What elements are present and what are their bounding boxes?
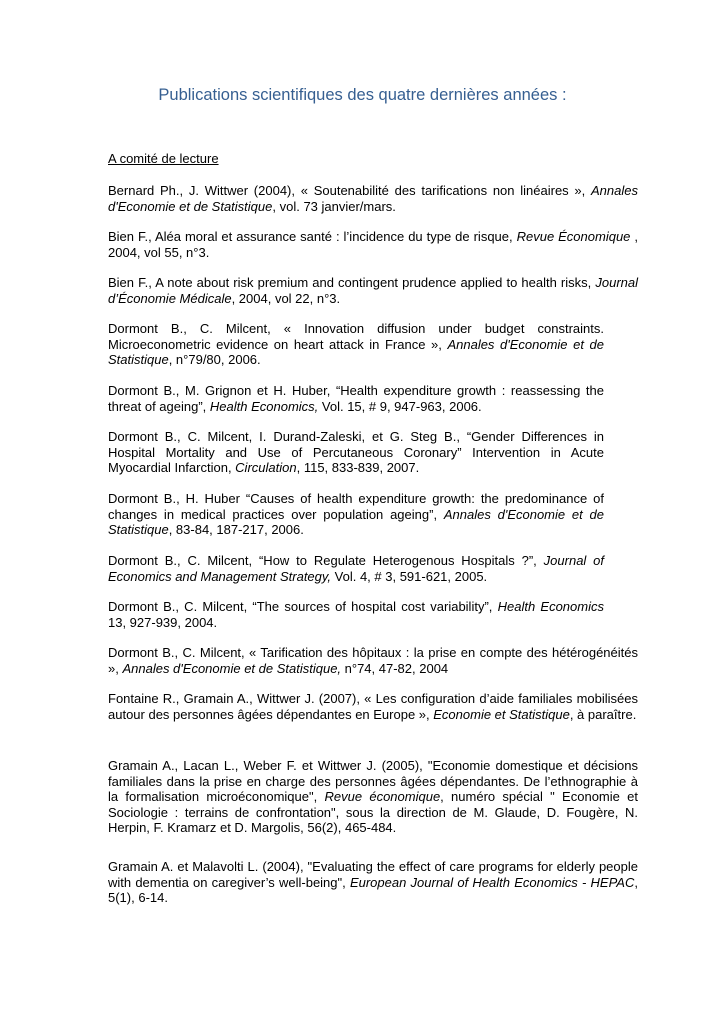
reference-authors: Gramain A. et Malavolti L. (2004), "Evaluating the effect of care programs for elderly people with dementia on caregiver’s well-being", xyxy=(108,859,638,890)
reference-item xyxy=(108,691,638,722)
reference-journal: Journal d’Économie Médicale xyxy=(108,275,638,306)
reference-details: , 5(1), 6-14. xyxy=(108,874,638,906)
reference-details: Vol. 4, # 3, 591-621, 2005. xyxy=(331,568,488,584)
reference-details: 13, 927-939, 2004. xyxy=(108,614,218,630)
reference-item xyxy=(108,859,638,906)
reference-authors: Dormont B., C. Milcent, « Innovation diffusion under budget constraints. Microeconometric evidence on heart attack in France », xyxy=(108,321,604,352)
reference-authors: Gramain A., Lacan L., Weber F. et Wittwer J. (2005), "Economie domestique et décisions familiales dans la prise en charge des personnes âgées dépendantes. De l’ethnographie à la formalisation microéconomique", xyxy=(108,758,638,805)
reference-details: , 2004, vol 55, n°3. xyxy=(108,229,639,260)
reference-journal: Annales d'Economie et de Statistique xyxy=(108,336,604,368)
reference-journal: European Journal of Health Economics - HEPAC xyxy=(349,874,635,890)
reference-item xyxy=(108,491,604,538)
reference-details: , 2004, vol 22, n°3. xyxy=(231,290,341,306)
reference-details: , à paraître. xyxy=(569,706,637,722)
reference-authors: Fontaine R., Gramain A., Wittwer J. (2007), « Les configuration d’aide familiales mobilisées autour des personnes âgées dépendantes en Europe », xyxy=(108,691,638,722)
reference-journal: Revue économique xyxy=(324,789,441,805)
reference-details: , numéro spécial " Economie et Sociologie : terrains de confrontation", sous la direction de M. Glaude, D. Fougère, N. Herpin, F. Kramarz et D. Margolis, 56(2), 465-484. xyxy=(108,789,638,836)
reference-journal: Annales d'Economie et de Statistique xyxy=(108,506,604,538)
reference-journal: Annales d'Economie et de Statistique xyxy=(108,183,638,214)
section-heading: A comité de lecture xyxy=(108,151,219,166)
reference-journal: Economie et Statistique xyxy=(433,706,570,722)
reference-item xyxy=(108,229,638,260)
reference-details: , 115, 833-839, 2007. xyxy=(296,460,420,476)
reference-authors: Dormont B., C. Milcent, I. Durand-Zaleski, et G. Steg B., “Gender Differences in Hospital Mortality and Use of Percutaneous Coronary” Intervention in Acute Myocardial Infarction, xyxy=(108,429,604,476)
reference-authors: Bien F., Aléa moral et assurance santé : l’incidence du type de risque, xyxy=(108,229,517,244)
reference-details: , 83-84, 187-217, 2006. xyxy=(168,522,304,538)
reference-journal: Journal of Economics and Management Strategy, xyxy=(108,553,605,584)
reference-authors: Dormont B., H. Huber “Causes of health expenditure growth: the predominance of changes in medical practices over population ageing”, xyxy=(108,491,604,522)
reference-authors: Dormont B., C. Milcent, “How to Regulate Heterogenous Hospitals ?”, xyxy=(108,553,544,568)
reference-item xyxy=(108,599,604,630)
reference-item xyxy=(108,183,638,214)
reference-details: , n°79/80, 2006. xyxy=(168,352,261,368)
reference-journal: Revue Économique xyxy=(516,229,631,244)
reference-journal: Health Economics xyxy=(497,599,604,614)
page-title: Publications scientifiques des quatre dernières années : xyxy=(158,86,567,104)
reference-details: n°74, 47-82, 2004 xyxy=(341,660,449,676)
reference-item xyxy=(108,275,638,306)
reference-journal: Annales d'Economie et de Statistique, xyxy=(122,660,342,676)
reference-item xyxy=(108,383,604,414)
reference-details: Vol. 15, # 9, 947-963, 2006. xyxy=(318,398,482,414)
reference-authors: Dormont B., C. Milcent, « Tarification des hôpitaux : la prise en compte des hétérogénéités », xyxy=(108,645,638,676)
reference-item xyxy=(108,758,638,836)
reference-journal: Health Economics, xyxy=(209,398,319,414)
reference-authors: Bernard Ph., J. Wittwer (2004), « Soutenabilité des tarifications non linéaires », xyxy=(108,183,592,198)
reference-journal: Circulation xyxy=(235,460,297,476)
reference-item xyxy=(108,321,604,368)
reference-item xyxy=(108,553,604,584)
reference-item xyxy=(108,645,638,676)
reference-details: , vol. 73 janvier/mars. xyxy=(272,198,396,214)
reference-authors: Dormont B., C. Milcent, “The sources of hospital cost variability”, xyxy=(108,599,498,614)
reference-authors: Bien F., A note about risk premium and contingent prudence applied to health risks, xyxy=(108,275,596,290)
reference-item xyxy=(108,429,604,476)
reference-authors: Dormont B., M. Grignon et H. Huber, “Health expenditure growth : reassessing the threat of ageing”, xyxy=(108,383,604,414)
